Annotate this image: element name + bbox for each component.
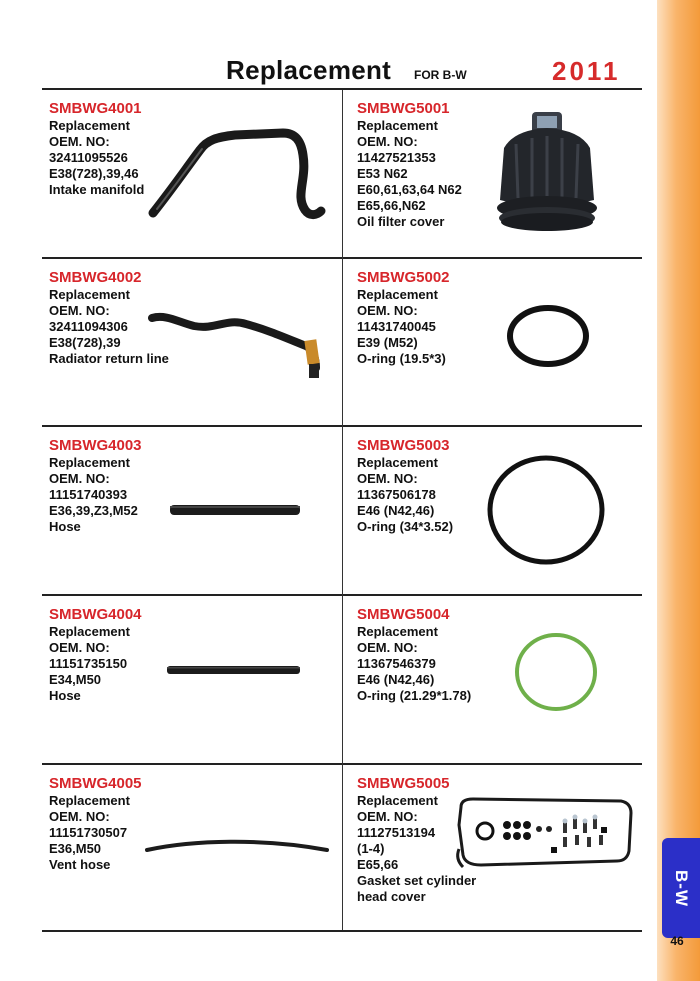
catalog-year: 2011 — [552, 56, 621, 86]
oem-number: 11151730507 — [49, 825, 128, 840]
oem-label: OEM. NO: — [357, 640, 418, 655]
product-entry — [357, 437, 453, 535]
oem-label: OEM. NO: — [49, 640, 110, 655]
fitment: E65,66 — [357, 857, 399, 872]
gasket-set-image — [451, 795, 637, 873]
product-entry — [49, 606, 142, 704]
product-entry — [357, 100, 462, 230]
fitment: E46 (N42,46) — [357, 672, 435, 687]
product-type: Replacement — [49, 455, 130, 470]
product-type: Replacement — [49, 118, 130, 133]
product-code: SMBWG5005 — [357, 775, 450, 792]
oem-label: OEM. NO: — [357, 471, 418, 486]
product-code: SMBWG5002 — [357, 269, 450, 286]
product-entry — [49, 437, 142, 535]
part-description: O-ring (21.29*1.78) — [357, 688, 472, 703]
fitment: E60,61,63,64 N62 — [357, 182, 462, 197]
part-description: Hose — [49, 688, 81, 703]
part-description: O-ring (34*3.52) — [357, 519, 454, 534]
section-tab[interactable] — [662, 838, 700, 938]
part-description: O-ring (19.5*3) — [357, 351, 446, 366]
intake-manifold-hose-image — [145, 125, 330, 225]
part-description: head cover — [357, 889, 426, 904]
oem-label: OEM. NO: — [49, 471, 110, 486]
product-type: Replacement — [357, 118, 438, 133]
hose-image — [168, 502, 302, 518]
section-tab-label: B-W — [672, 869, 691, 907]
oem-number: 11127513194 — [357, 825, 436, 840]
fitment: E36,39,Z3,M52 — [49, 503, 138, 518]
product-code: SMBWG4001 — [49, 100, 142, 117]
oem-number: 11367546379 — [357, 656, 436, 671]
oem-number: 11431740045 — [357, 319, 436, 334]
page-number: 46 — [670, 934, 684, 948]
green-o-ring-image — [512, 630, 600, 714]
fitment: E39 (M52) — [357, 335, 418, 350]
product-type: Replacement — [357, 287, 438, 302]
oem-label: OEM. NO: — [49, 303, 110, 318]
product-entry — [49, 100, 144, 198]
hose-image — [165, 663, 302, 677]
fitment: E36,M50 — [49, 841, 102, 856]
oem-number: 32411094306 — [49, 319, 128, 334]
product-type: Replacement — [49, 793, 130, 808]
oem-number: 11427521353 — [357, 150, 436, 165]
product-code: SMBWG4003 — [49, 437, 142, 454]
product-code: SMBWG4002 — [49, 269, 142, 286]
product-type: Replacement — [357, 793, 438, 808]
product-entry — [357, 606, 471, 704]
product-type: Replacement — [357, 624, 438, 639]
oem-label: OEM. NO: — [357, 303, 418, 318]
product-entry — [49, 775, 142, 873]
part-description: Radiator return line — [49, 351, 169, 366]
radiator-return-line-image — [146, 308, 332, 383]
product-code: SMBWG5001 — [357, 100, 450, 117]
part-description: Intake manifold — [49, 182, 145, 197]
side-decor-bar — [657, 0, 700, 981]
oem-number: 11151735150 — [49, 656, 128, 671]
product-code: SMBWG4004 — [49, 606, 142, 623]
o-ring-image — [486, 454, 606, 566]
page-subtitle: FOR B-W — [414, 68, 467, 82]
page-title: Replacement — [226, 55, 392, 85]
oem-label: OEM. NO: — [357, 134, 418, 149]
product-code: SMBWG5004 — [357, 606, 450, 623]
fitment: E34,M50 — [49, 672, 102, 687]
fitment: (1-4) — [357, 841, 385, 856]
divider — [42, 930, 642, 932]
part-description: Hose — [49, 519, 81, 534]
product-type: Replacement — [49, 624, 130, 639]
oem-label: OEM. NO: — [49, 809, 110, 824]
part-description: Gasket set cylinder — [357, 873, 477, 888]
oem-number: 11151740393 — [49, 487, 128, 502]
oem-label: OEM. NO: — [49, 134, 110, 149]
fitment: E53 N62 — [357, 166, 408, 181]
fitment: E38(728),39,46 — [49, 166, 139, 181]
oem-label: OEM. NO: — [357, 809, 418, 824]
product-type: Replacement — [357, 455, 438, 470]
fitment: E46 (N42,46) — [357, 503, 435, 518]
product-code: SMBWG4005 — [49, 775, 142, 792]
oil-filter-cover-image — [494, 108, 602, 233]
oem-number: 32411095526 — [49, 150, 128, 165]
product-type: Replacement — [49, 287, 130, 302]
fitment: E38(728),39 — [49, 335, 121, 350]
column-divider — [342, 90, 343, 930]
product-entry — [357, 269, 450, 367]
vent-hose-image — [143, 834, 331, 856]
part-description: Vent hose — [49, 857, 111, 872]
oem-number: 11367506178 — [357, 487, 436, 502]
product-code: SMBWG5003 — [357, 437, 450, 454]
fitment: E65,66,N62 — [357, 198, 426, 213]
o-ring-image — [505, 303, 591, 369]
part-description: Oil filter cover — [357, 214, 445, 229]
